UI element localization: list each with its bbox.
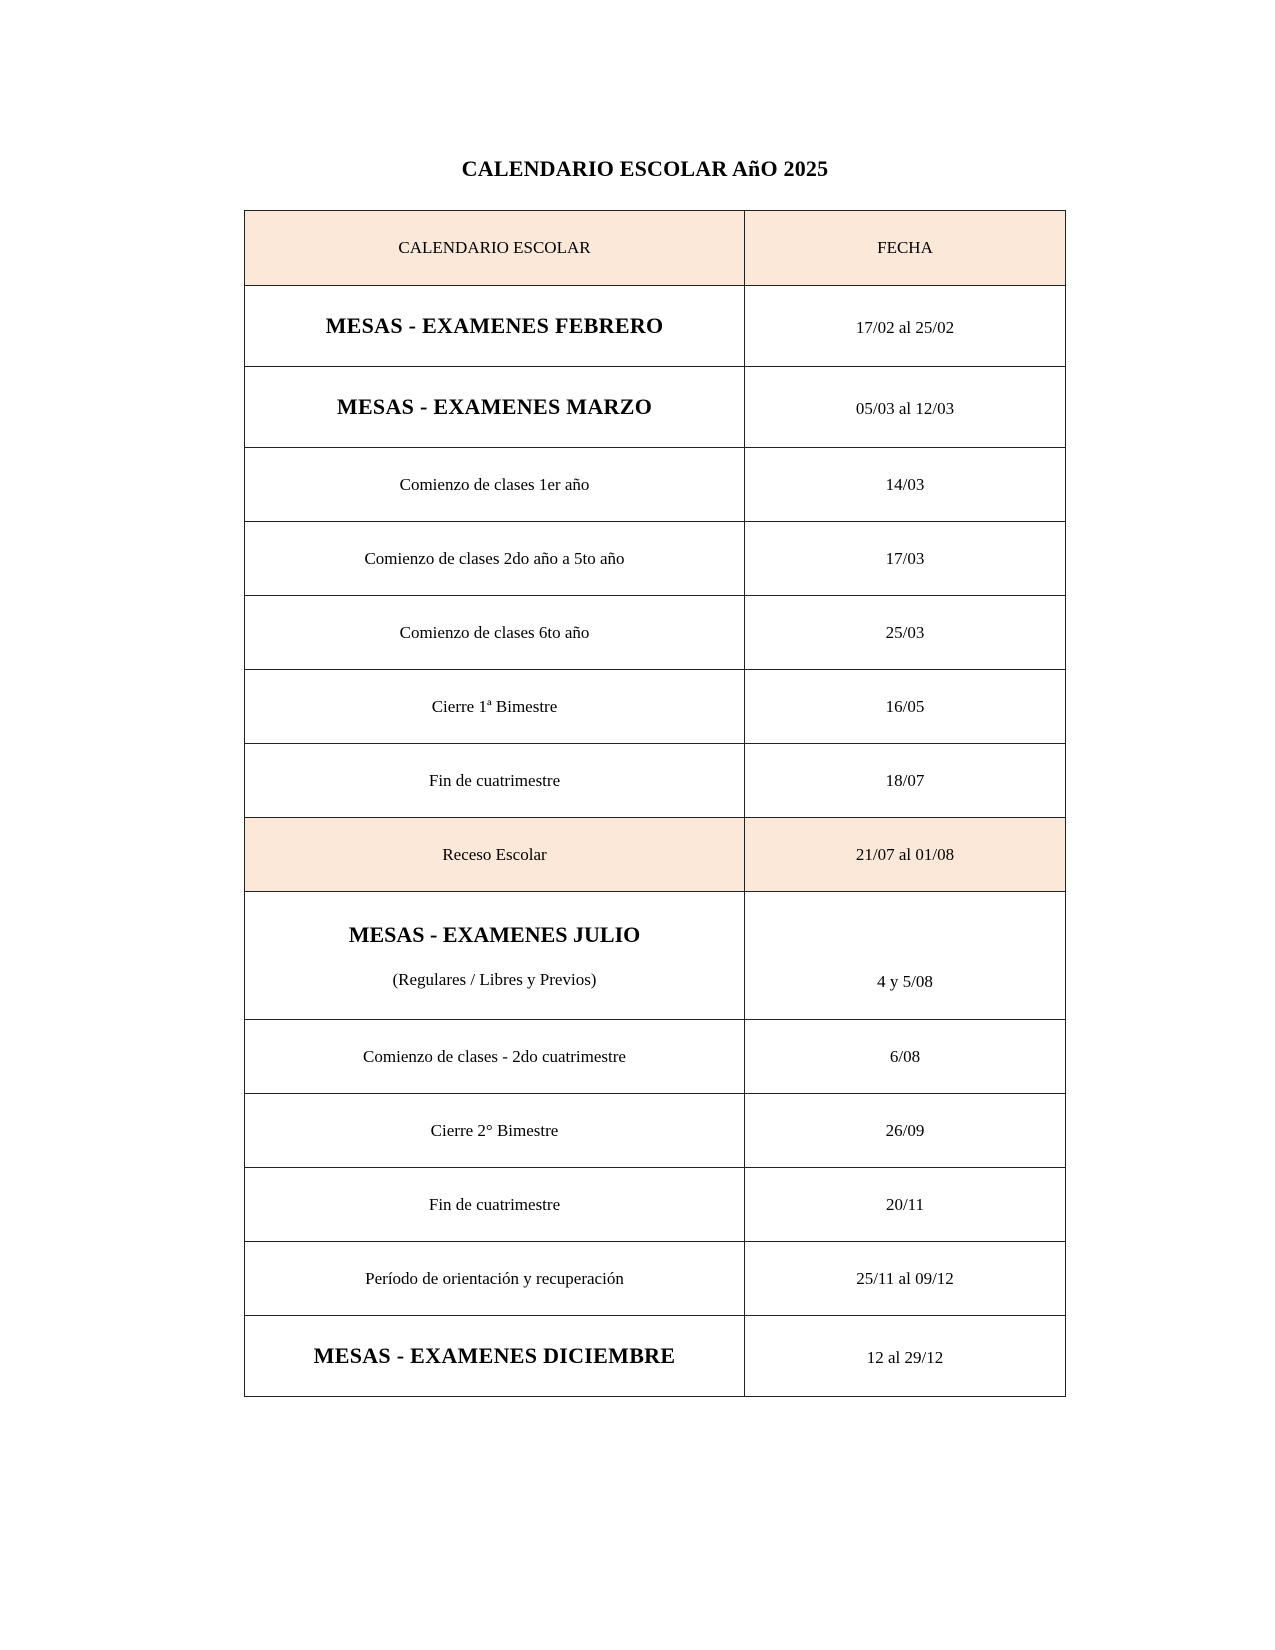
table-row [245,744,1066,818]
date-cell: 25/03 [745,596,1066,670]
calendar-table [244,210,1066,1397]
table-row-highlighted [245,818,1066,892]
date-cell: 14/03 [745,448,1066,522]
date-text: 17/02 al 25/02 [855,318,955,337]
date-cell [745,286,1066,367]
table-row [245,1094,1066,1168]
table-row [245,1316,1066,1397]
date-cell: 16/05 [745,670,1066,744]
header-event: CALENDARIO ESCOLAR [245,211,745,286]
table-row [245,367,1066,448]
event-title: MESAS - EXAMENES FEBRERO [325,313,664,338]
date-cell: 26/09 [745,1094,1066,1168]
event-cell: Cierre 2° Bimestre [245,1094,745,1168]
date-cell: 21/07 al 01/08 [745,818,1066,892]
page-title: CALENDARIO ESCOLAR AñO 2025 [461,156,829,181]
table-row [245,1168,1066,1242]
date-cell: 20/11 [745,1168,1066,1242]
table-row [245,522,1066,596]
table-row [245,286,1066,367]
event-cell: Comienzo de clases 1er año [245,448,745,522]
event-title: MESAS - EXAMENES DICIEMBRE [313,1343,676,1368]
event-cell [245,367,745,448]
date-text: 4 y 5/08 [877,971,933,991]
date-cell: 6/08 [745,1020,1066,1094]
date-cell: 25/11 al 09/12 [745,1242,1066,1316]
date-cell [745,367,1066,448]
event-cell: Comienzo de clases 6to año [245,596,745,670]
event-cell [245,286,745,367]
event-cell [245,892,745,1020]
date-cell: 18/07 [745,744,1066,818]
table-row [245,1242,1066,1316]
event-cell: Fin de cuatrimestre [245,1168,745,1242]
event-cell: Fin de cuatrimestre [245,744,745,818]
event-title: MESAS - EXAMENES MARZO [336,394,653,419]
date-text: 12 al 29/12 [866,1348,944,1367]
table-row [245,670,1066,744]
date-cell [745,1316,1066,1397]
header-date: FECHA [745,211,1066,286]
event-cell: Período de orientación y recuperación [245,1242,745,1316]
date-cell: 17/03 [745,522,1066,596]
date-text: 05/03 al 12/03 [855,399,955,418]
table-row [245,596,1066,670]
date-cell [745,892,1066,1020]
event-cell: Receso Escolar [245,818,745,892]
event-cell: Cierre 1ª Bimestre [245,670,745,744]
event-cell: Comienzo de clases 2do año a 5to año [245,522,745,596]
table-row [245,892,1066,1020]
event-title: MESAS - EXAMENES JULIO [348,921,641,947]
event-subtitle: (Regulares / Libres y Previos) [392,969,597,989]
table-header-row [245,211,1066,286]
table-row [245,448,1066,522]
event-cell: Comienzo de clases - 2do cuatrimestre [245,1020,745,1094]
event-cell [245,1316,745,1397]
table-row [245,1020,1066,1094]
